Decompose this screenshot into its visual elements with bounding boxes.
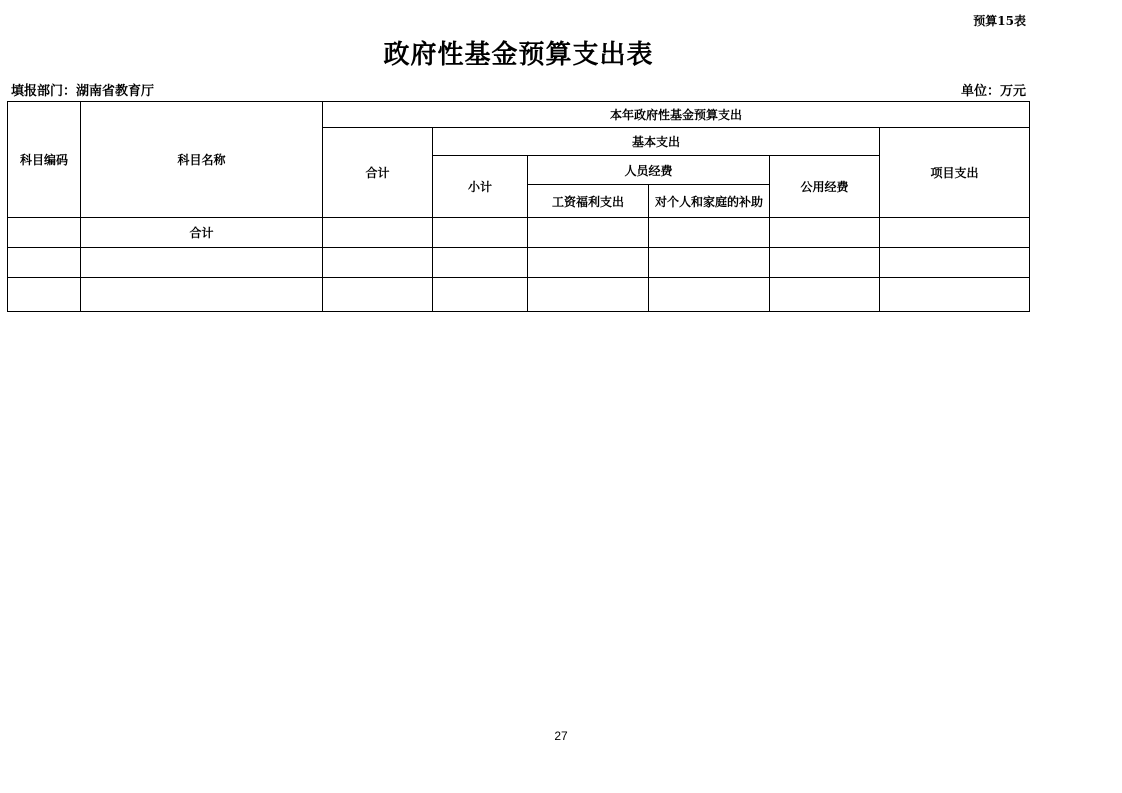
cell-public-expense bbox=[770, 278, 880, 312]
cell-subtotal bbox=[433, 278, 528, 312]
header-code: 科目编码 bbox=[8, 102, 81, 218]
page-title: 政府性基金预算支出表 bbox=[383, 40, 654, 70]
header-public-expense: 公用经费 bbox=[770, 156, 880, 218]
header-wages: 工资福利支出 bbox=[528, 185, 649, 218]
cell-total bbox=[323, 278, 433, 312]
budget-table bbox=[7, 101, 1030, 312]
header-basic-group: 基本支出 bbox=[433, 128, 880, 156]
table-row bbox=[8, 248, 1030, 278]
cell-individual-subsidy bbox=[649, 278, 770, 312]
cell-wages bbox=[528, 248, 649, 278]
cell-total bbox=[323, 218, 433, 248]
header-personnel-group: 人员经费 bbox=[528, 156, 770, 185]
cell-individual-subsidy bbox=[649, 248, 770, 278]
cell-wages bbox=[528, 218, 649, 248]
department-name: 湖南省教育厅 bbox=[76, 84, 155, 99]
cell-code bbox=[8, 218, 81, 248]
unit-value: 万元 bbox=[999, 84, 1026, 99]
cell-project bbox=[880, 278, 1030, 312]
cell-public-expense bbox=[770, 248, 880, 278]
header-individual-subsidy: 对个人和家庭的补助 bbox=[649, 185, 770, 218]
cell-name bbox=[81, 248, 323, 278]
cell-name bbox=[81, 278, 323, 312]
header-current-year-group: 本年政府性基金预算支出 bbox=[323, 102, 1030, 128]
header-name: 科目名称 bbox=[81, 102, 323, 218]
header-subtotal: 小计 bbox=[433, 156, 528, 218]
cell-wages bbox=[528, 278, 649, 312]
cell-total bbox=[323, 248, 433, 278]
cell-code bbox=[8, 278, 81, 312]
department-line bbox=[11, 80, 154, 99]
cell-subtotal bbox=[433, 248, 528, 278]
header-total: 合计 bbox=[323, 128, 433, 218]
unit-line bbox=[961, 80, 1026, 99]
table-row bbox=[8, 278, 1030, 312]
cell-name: 合计 bbox=[81, 218, 323, 248]
unit-label: 单位： bbox=[960, 84, 1000, 99]
table-row bbox=[8, 218, 1030, 248]
department-label: 填报部门： bbox=[11, 84, 77, 99]
cell-individual-subsidy bbox=[649, 218, 770, 248]
cell-project bbox=[880, 248, 1030, 278]
page-number: 27 bbox=[554, 729, 568, 743]
cell-subtotal bbox=[433, 218, 528, 248]
header-project: 项目支出 bbox=[880, 128, 1030, 218]
cell-code bbox=[8, 248, 81, 278]
cell-project bbox=[880, 218, 1030, 248]
header-row-1 bbox=[8, 102, 1030, 128]
cell-public-expense bbox=[770, 218, 880, 248]
form-number: 预算15表 bbox=[973, 14, 1026, 28]
